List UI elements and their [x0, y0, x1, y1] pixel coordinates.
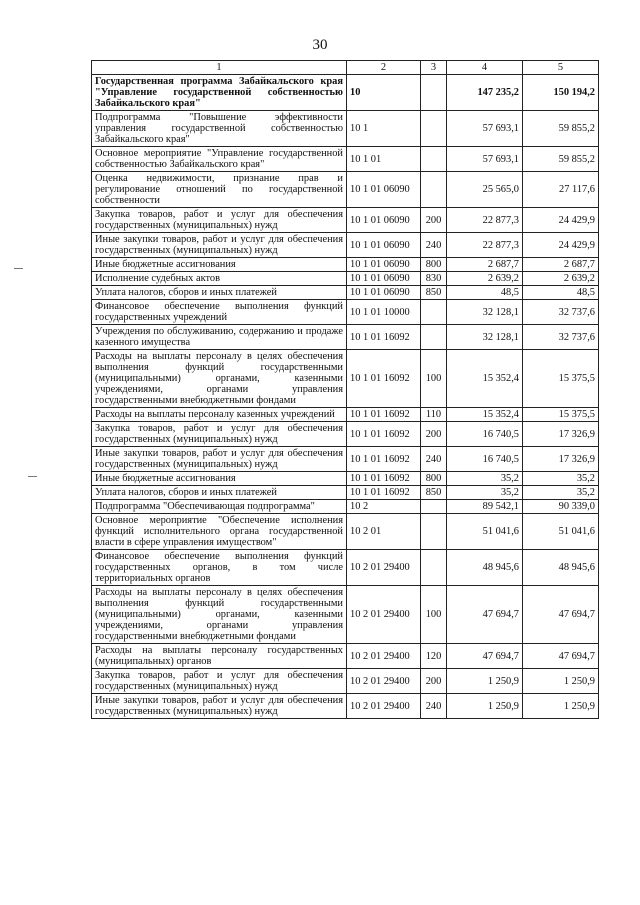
row-amount-year1-cell: 25 565,0 [447, 172, 523, 208]
row-amount-year1-cell: 16 740,5 [447, 422, 523, 447]
row-expense-type-cell [421, 172, 447, 208]
row-amount-year1-cell: 48 945,6 [447, 550, 523, 586]
row-amount-year1-cell: 35,2 [447, 472, 523, 486]
row-amount-year1-cell: 47 694,7 [447, 644, 523, 669]
row-name-cell: Расходы на выплаты персоналу в целях обеспечения выполнения функций государственными (муниципальными) органами, казенными учреждениями, органами управления государственными внебюджетными фондами [92, 586, 347, 644]
row-amount-year1-cell: 32 128,1 [447, 300, 523, 325]
row-amount-year2-cell: 15 375,5 [523, 350, 599, 408]
row-name-cell: Расходы на выплаты персоналу в целях обеспечения выполнения функций государственными (муниципальными) органами, казенными учреждениями, органами управления государственными внебюджетными фондами [92, 350, 347, 408]
row-name-cell: Иные бюджетные ассигнования [92, 472, 347, 486]
column-header-year2: 5 [523, 61, 599, 75]
row-code-cell: 10 1 01 16092 [347, 422, 421, 447]
row-expense-type-cell: 200 [421, 669, 447, 694]
row-code-cell: 10 1 01 16092 [347, 408, 421, 422]
row-amount-year2-cell: 59 855,2 [523, 111, 599, 147]
row-expense-type-cell [421, 514, 447, 550]
row-name-cell: Иные закупки товаров, работ и услуг для обеспечения государственных (муниципальных) нужд [92, 694, 347, 719]
row-amount-year2-cell: 150 194,2 [523, 75, 599, 111]
table-row [92, 447, 599, 472]
row-amount-year1-cell: 22 877,3 [447, 233, 523, 258]
row-expense-type-cell: 120 [421, 644, 447, 669]
row-code-cell: 10 2 01 29400 [347, 644, 421, 669]
row-code-cell: 10 1 01 06090 [347, 233, 421, 258]
row-code-cell: 10 1 01 06090 [347, 172, 421, 208]
page-number: 30 [312, 37, 328, 53]
row-expense-type-cell: 850 [421, 286, 447, 300]
row-amount-year2-cell: 35,2 [523, 472, 599, 486]
row-amount-year1-cell: 16 740,5 [447, 447, 523, 472]
row-amount-year1-cell: 35,2 [447, 486, 523, 500]
row-expense-type-cell: 200 [421, 208, 447, 233]
row-amount-year1-cell: 1 250,9 [447, 669, 523, 694]
column-header-type: 3 [421, 61, 447, 75]
column-header-name: 1 [92, 61, 347, 75]
row-code-cell: 10 2 01 29400 [347, 669, 421, 694]
row-amount-year1-cell: 2 639,2 [447, 272, 523, 286]
row-expense-type-cell: 240 [421, 447, 447, 472]
row-expense-type-cell: 800 [421, 472, 447, 486]
row-amount-year1-cell: 57 693,1 [447, 111, 523, 147]
row-expense-type-cell [421, 550, 447, 586]
table-row [92, 486, 599, 500]
table-row [92, 208, 599, 233]
row-expense-type-cell: 100 [421, 350, 447, 408]
row-name-cell: Иные бюджетные ассигнования [92, 258, 347, 272]
row-code-cell: 10 1 01 16092 [347, 472, 421, 486]
row-code-cell: 10 1 01 06090 [347, 258, 421, 272]
table-row [92, 286, 599, 300]
table-row [92, 550, 599, 586]
row-amount-year2-cell: 48 945,6 [523, 550, 599, 586]
row-amount-year2-cell: 51 041,6 [523, 514, 599, 550]
row-amount-year1-cell: 48,5 [447, 286, 523, 300]
row-amount-year1-cell: 57 693,1 [447, 147, 523, 172]
row-name-cell: Закупка товаров, работ и услуг для обеспечения государственных (муниципальных) нужд [92, 669, 347, 694]
row-amount-year1-cell: 1 250,9 [447, 694, 523, 719]
row-name-cell: Иные закупки товаров, работ и услуг для обеспечения государственных (муниципальных) нужд [92, 233, 347, 258]
table-row [92, 669, 599, 694]
column-header-row [92, 61, 599, 75]
row-amount-year2-cell: 15 375,5 [523, 408, 599, 422]
row-name-cell: Подпрограмма "Повышение эффективности управления государственной собственностью Забайкальского края" [92, 111, 347, 147]
row-name-cell: Расходы на выплаты персоналу государственных (муниципальных) органов [92, 644, 347, 669]
row-expense-type-cell [421, 325, 447, 350]
row-amount-year1-cell: 15 352,4 [447, 408, 523, 422]
row-name-cell: Уплата налогов, сборов и иных платежей [92, 286, 347, 300]
row-amount-year2-cell: 17 326,9 [523, 422, 599, 447]
table-row [92, 147, 599, 172]
row-code-cell: 10 2 01 29400 [347, 694, 421, 719]
row-expense-type-cell: 100 [421, 586, 447, 644]
budget-table [91, 60, 599, 719]
row-name-cell: Расходы на выплаты персоналу казенных учреждений [92, 408, 347, 422]
table-row [92, 350, 599, 408]
row-amount-year2-cell: 47 694,7 [523, 586, 599, 644]
table-row [92, 111, 599, 147]
table-row [92, 500, 599, 514]
row-amount-year2-cell: 1 250,9 [523, 669, 599, 694]
table-row [92, 644, 599, 669]
row-name-cell: Государственная программа Забайкальского края "Управление государственной собственностью Забайкальского края" [92, 75, 347, 111]
row-expense-type-cell [421, 147, 447, 172]
row-name-cell: Основное мероприятие "Управление государственной собственностью Забайкальского края" [92, 147, 347, 172]
table-row [92, 325, 599, 350]
row-amount-year2-cell: 90 339,0 [523, 500, 599, 514]
table-row [92, 408, 599, 422]
row-code-cell: 10 1 01 06090 [347, 272, 421, 286]
row-name-cell: Учреждения по обслуживанию, содержанию и продаже казенного имущества [92, 325, 347, 350]
row-amount-year1-cell: 15 352,4 [447, 350, 523, 408]
row-expense-type-cell: 110 [421, 408, 447, 422]
row-code-cell: 10 1 01 10000 [347, 300, 421, 325]
table-row [92, 75, 599, 111]
row-expense-type-cell [421, 500, 447, 514]
column-header-year1: 4 [447, 61, 523, 75]
row-amount-year2-cell: 2 687,7 [523, 258, 599, 272]
row-expense-type-cell: 830 [421, 272, 447, 286]
row-amount-year2-cell: 1 250,9 [523, 694, 599, 719]
table-row [92, 258, 599, 272]
row-code-cell: 10 1 01 16092 [347, 486, 421, 500]
row-expense-type-cell [421, 75, 447, 111]
scan-mark [28, 476, 37, 477]
row-expense-type-cell: 240 [421, 694, 447, 719]
row-name-cell: Основное мероприятие "Обеспечение исполнения функций исполнительного органа государственной власти в сфере управления имуществом" [92, 514, 347, 550]
row-expense-type-cell [421, 111, 447, 147]
row-name-cell: Подпрограмма "Обеспечивающая подпрограмма" [92, 500, 347, 514]
row-code-cell: 10 [347, 75, 421, 111]
row-amount-year2-cell: 32 737,6 [523, 300, 599, 325]
row-amount-year1-cell: 47 694,7 [447, 586, 523, 644]
table-row [92, 586, 599, 644]
table-row [92, 172, 599, 208]
row-expense-type-cell: 850 [421, 486, 447, 500]
row-code-cell: 10 1 01 06090 [347, 208, 421, 233]
row-amount-year2-cell: 48,5 [523, 286, 599, 300]
row-amount-year2-cell: 47 694,7 [523, 644, 599, 669]
row-code-cell: 10 2 01 29400 [347, 586, 421, 644]
row-amount-year1-cell: 89 542,1 [447, 500, 523, 514]
row-name-cell: Закупка товаров, работ и услуг для обеспечения государственных (муниципальных) нужд [92, 422, 347, 447]
row-code-cell: 10 1 01 [347, 147, 421, 172]
row-amount-year2-cell: 2 639,2 [523, 272, 599, 286]
table-row [92, 694, 599, 719]
row-expense-type-cell: 800 [421, 258, 447, 272]
row-amount-year2-cell: 59 855,2 [523, 147, 599, 172]
row-amount-year2-cell: 35,2 [523, 486, 599, 500]
row-name-cell: Финансовое обеспечение выполнения функций государственных учреждений [92, 300, 347, 325]
row-amount-year2-cell: 17 326,9 [523, 447, 599, 472]
row-amount-year1-cell: 147 235,2 [447, 75, 523, 111]
row-name-cell: Финансовое обеспечение выполнения функций государственных органов, в том числе территориальных органов [92, 550, 347, 586]
row-amount-year1-cell: 22 877,3 [447, 208, 523, 233]
row-expense-type-cell: 200 [421, 422, 447, 447]
row-name-cell: Исполнение судебных актов [92, 272, 347, 286]
table-row [92, 272, 599, 286]
row-code-cell: 10 2 [347, 500, 421, 514]
table-row [92, 422, 599, 447]
table-row [92, 233, 599, 258]
row-expense-type-cell [421, 300, 447, 325]
row-name-cell: Закупка товаров, работ и услуг для обеспечения государственных (муниципальных) нужд [92, 208, 347, 233]
row-code-cell: 10 1 01 16092 [347, 325, 421, 350]
row-amount-year2-cell: 27 117,6 [523, 172, 599, 208]
row-code-cell: 10 1 [347, 111, 421, 147]
row-amount-year2-cell: 32 737,6 [523, 325, 599, 350]
table-row [92, 472, 599, 486]
row-expense-type-cell: 240 [421, 233, 447, 258]
row-name-cell: Уплата налогов, сборов и иных платежей [92, 486, 347, 500]
scan-mark [14, 268, 23, 269]
row-code-cell: 10 1 01 16092 [347, 447, 421, 472]
table-row [92, 300, 599, 325]
row-code-cell: 10 1 01 16092 [347, 350, 421, 408]
row-code-cell: 10 2 01 29400 [347, 550, 421, 586]
row-amount-year2-cell: 24 429,9 [523, 233, 599, 258]
row-name-cell: Иные закупки товаров, работ и услуг для обеспечения государственных (муниципальных) нужд [92, 447, 347, 472]
row-amount-year1-cell: 32 128,1 [447, 325, 523, 350]
row-code-cell: 10 1 01 06090 [347, 286, 421, 300]
column-header-code: 2 [347, 61, 421, 75]
row-name-cell: Оценка недвижимости, признание прав и регулирование отношений по государственной собственности [92, 172, 347, 208]
row-amount-year1-cell: 51 041,6 [447, 514, 523, 550]
row-code-cell: 10 2 01 [347, 514, 421, 550]
row-amount-year1-cell: 2 687,7 [447, 258, 523, 272]
budget-table-body [92, 61, 599, 719]
row-amount-year2-cell: 24 429,9 [523, 208, 599, 233]
table-row [92, 514, 599, 550]
